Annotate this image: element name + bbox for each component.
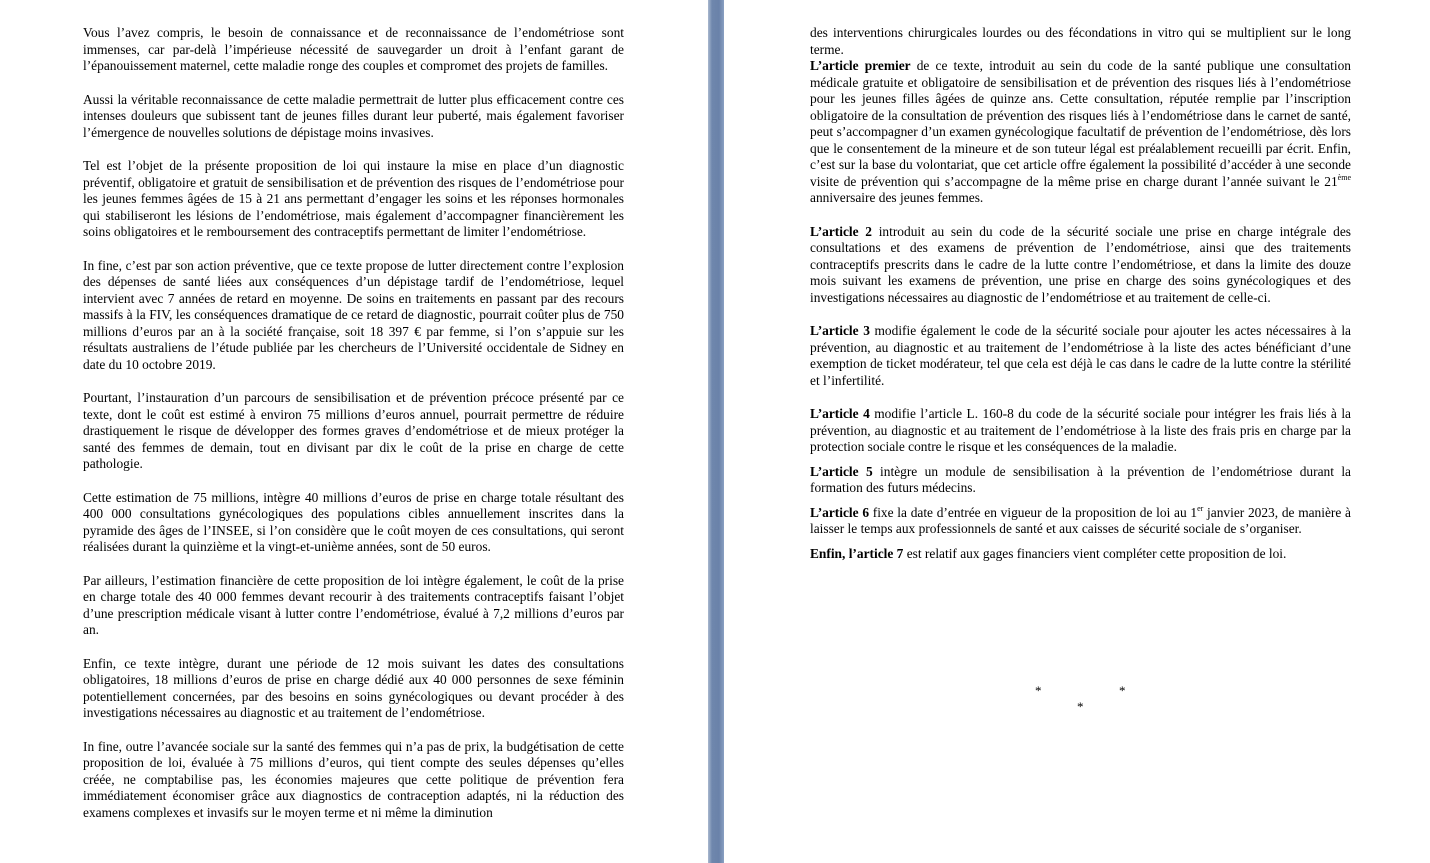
article-text: intègre un module de sensibilisation à la prévention de l’endométriose durant la formation des futurs médecins. (810, 463, 1351, 495)
article-paragraph-3 (810, 323, 1351, 389)
ordinal-superscript: ème (1337, 172, 1351, 182)
article-text: modifie l’article L. 160-8 du code de la sécurité sociale pour intégrer les frais liés à la prévention, au diagnostic et au traitement de l’endométriose à la liste des frais pris en charge par la protection sociale contre le risque et les conséquences de la maladie. (810, 406, 1351, 454)
article-heading: L’article 3 (810, 323, 870, 338)
article-text: de ce texte, introduit au sein du code de la santé publique une consultation médicale gratuite et obligatoire de sensibilisation et de prévention des risques liés à l’endométriose pour les jeunes filles âgées de quinze ans. Cette consultation, réputée remplie par l’inscription obligatoire de la consultation de prévention des risques liés à l’endométriose dans le carnet de santé, peut s’accompagner d’un examen gynécologique facultatif de prévention de l’endométriose, dès lors que le consentement de la mineure et de son tuteur légal est préalablement recueilli par écrit. Enfin, c’est sur la base du volontariat, que cet article offre également la possibilité d’accéder à une seconde visite de prévention qui s’accompagne de la même prise en charge durant l’année suivant le 21 (810, 58, 1351, 189)
article-paragraph-2 (810, 224, 1351, 307)
paragraph: In fine, c’est par son action préventive, que ce texte propose de lutter directement contre l’explosion des dépenses de santé liées aux conséquences d’un dépistage tardif de l’endométriose, lequel intervient avec 7 années de retard en moyenne. De soins en traitements en passant par des recours massifs à la FIV, les conséquences dramatique de ce retard de diagnostic, pourrait coûter plus de 750 millions d’euros par an à la société française, soit 18 397 € par femme, si l’on s’appuie sur les résultats australiens de l’étude publiée par les chercheurs de l’Université occidentale de Sidney en date du 10 octobre 2019. (83, 257, 624, 372)
article-paragraph-6 (810, 505, 1351, 538)
article-paragraph-4 (810, 406, 1351, 456)
article-heading: L’article 4 (810, 406, 870, 421)
section-separator (724, 683, 1430, 723)
page-gutter (708, 0, 724, 863)
document-page-right (724, 0, 1430, 863)
separator-asterisk: * (1035, 683, 1042, 698)
paragraph: Cette estimation de 75 millions, intègre 40 millions d’euros de prise en charge totale résultant des 400 000 consultations gynécologiques des populations cibles annuellement inscrites dans la pyramide des âges de l’INSEE, si l’on considère que le coût moyen de ces consultations, qui seront réalisées durant la quinzième et la vingt-et-unième années, sont de 50 euros. (83, 489, 624, 554)
separator-asterisk: * (1119, 683, 1126, 698)
article-text: modifie également le code de la sécurité sociale pour ajouter les actes nécessaires à la prévention, au diagnostic et au traitement de l’endométriose à la liste des actes bénéficiant d’une exemption de ticket modérateur, tel que cela est déjà le cas dans le cadre de la lutte contre la stérilité et l’infertilité. (810, 323, 1351, 388)
ordinal-superscript: er (1197, 503, 1204, 513)
article-paragraph-5 (810, 464, 1351, 497)
article-text-after: anniversaire des jeunes femmes. (810, 190, 984, 205)
paragraph: Enfin, ce texte intègre, durant une période de 12 mois suivant les dates des consultations obligatoires, 18 millions d’euros de prise en charge dédié aux 40 000 personnes de sexe féminin potentiellement concernées, par des besoins en soins gynécologiques ou devant procéder à des investigations nécessaires au diagnostic et au traitement de l’endométriose. (83, 655, 624, 720)
text-column-left (83, 25, 624, 838)
article-heading: L’article 6 (810, 504, 870, 520)
article-heading: L’article premier (810, 58, 911, 73)
paragraph: Par ailleurs, l’estimation financière de cette proposition de loi intègre également, le coût de la prise en charge totale des 40 000 femmes devant recourir à des traitements contraceptifs faisant l’objet d’une prescription médicale visant à lutter contre l’endométriose, évalué à 7,2 millions d’euros par an. (83, 572, 624, 637)
paragraph: Vous l’avez compris, le besoin de connaissance et de reconnaissance de l’endométriose sont immenses, car par-delà l’impérieuse nécessité de sauvegarder un droit à l’enfant garant de l’épanouissement maternel, cette maladie ronge des couples et compromet des projets de familles. (83, 25, 624, 73)
separator-asterisk: * (1077, 699, 1084, 714)
text-column-right (810, 25, 1351, 570)
article-text: fixe la date d’entrée en vigueur de la proposition de loi au 1 (869, 504, 1198, 520)
document-page-left (0, 0, 708, 863)
article-text: est relatif aux gages financiers vient compléter cette proposition de loi. (903, 545, 1287, 561)
paragraph-continuation: des interventions chirurgicales lourdes ou des fécondations in vitro qui se multiplient sur le long terme. (810, 25, 1351, 57)
article-text: introduit au sein du code de la sécurité sociale une prise en charge intégrale des consultations et des examens de prévention de l’endométriose, ainsi que des traitements contraceptifs prescrits dans le cadre de la lutte contre l’endométriose, et dans la limite des douze mois suivant les examens de prévention, une prise en charge des soins gynécologiques et des investigations nécessaires au diagnostic de l’endométriose et au traitement de celle-ci. (810, 223, 1351, 305)
paragraph: Pourtant, l’instauration d’un parcours de sensibilisation et de prévention précoce présenté par ce texte, dont le coût est estimé à environ 75 millions d’euros annuel, pourrait permettre de réduire drastiquement le risque de développer des formes graves d’endométriose et de mieux protéger la santé des femmes de demain, tout en divisant par dix le coût de la prise en charge de cette pathologie. (83, 390, 624, 471)
article-heading: Enfin, l’article 7 (810, 545, 904, 561)
article-paragraph-1 (810, 58, 1351, 207)
article-text-after: janvier 2023, de manière à laisser le temps aux professionnels de santé et aux caisses de sécurité sociale de s’organiser. (810, 504, 1351, 536)
article-heading: L’article 5 (810, 463, 873, 479)
paragraph: Tel est l’objet de la présente proposition de loi qui instaure la mise en place d’un diagnostic préventif, obligatoire et gratuit de sensibilisation et de prévention des risques de l’endométriose pour les jeunes femmes âgées de 15 à 21 ans permettant d’engager les soins et les réponses hormonales qui stabiliseront les lésions de l’endométriose, mais également d’accompagner financièrement les soins obligatoires et le remboursement des contraceptifs permettant de limiter l’endométriose. (83, 158, 624, 239)
article-heading: L’article 2 (810, 223, 872, 239)
paragraph: Aussi la véritable reconnaissance de cette maladie permettrait de lutter plus efficacement contre ces intenses douleurs que subissent tant de jeunes filles durant leur puberté, mais également favoriser l’émergence de nouvelles solutions de dépistage moins invasives. (83, 91, 624, 140)
paragraph: In fine, outre l’avancée sociale sur la santé des femmes qui n’a pas de prix, la budgétisation de cette proposition de loi, évaluée à 75 millions d’euros, qui tient compte des seules dépenses qu’elles créée, ne comptabilise pas, les économies majeures que cette politique de prévention fera immédiatement économiser grâce aux diagnostics de contraception adaptés, ni la réduction des examens complexes et invasifs sur le moyen terme et ni même la diminution (83, 738, 624, 820)
article-paragraph-7 (810, 546, 1351, 563)
